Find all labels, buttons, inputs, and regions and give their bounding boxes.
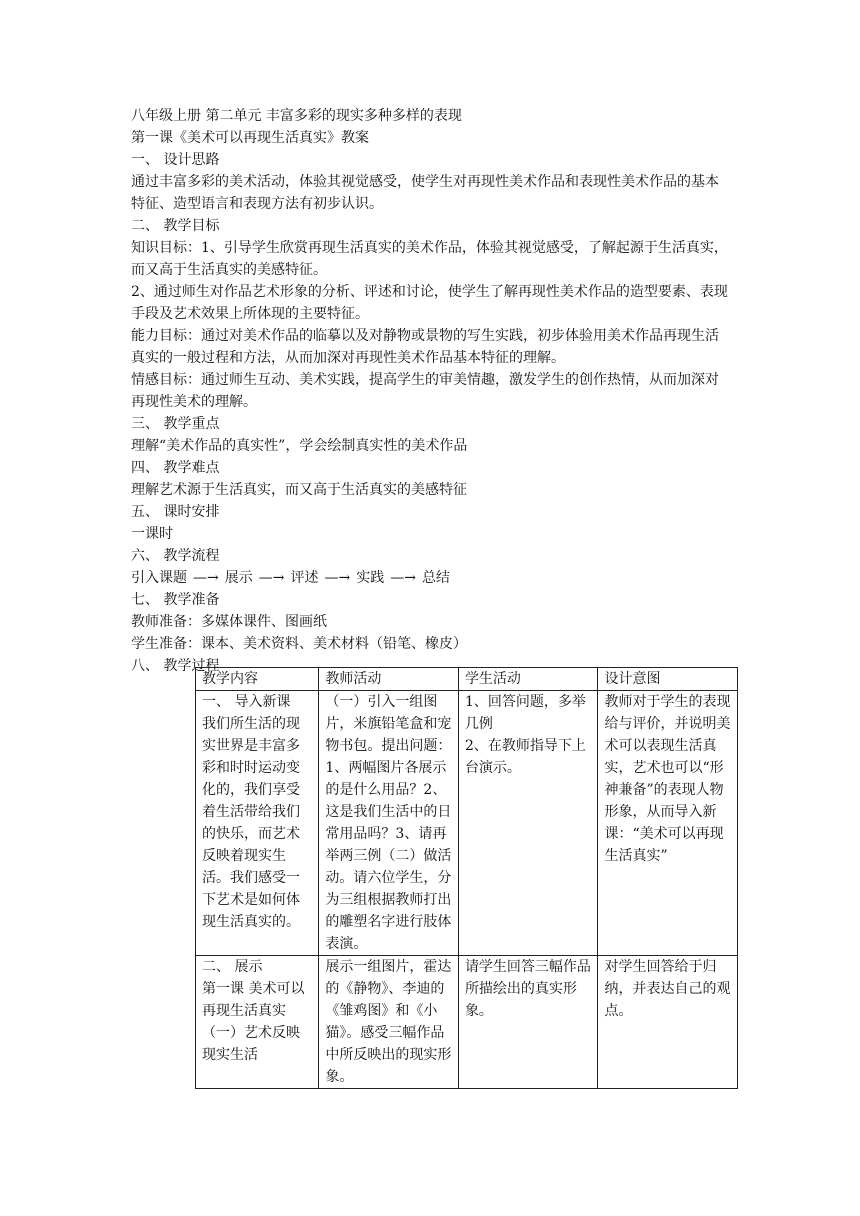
section-5-heading: 五、 课时安排	[131, 504, 220, 520]
flow-step-3: 评述	[290, 570, 319, 586]
row1-content-title: 一、 导入新课	[202, 694, 291, 710]
section-2-heading: 二、 教学目标	[131, 218, 220, 234]
flow-arrow-icon: —→	[390, 570, 416, 586]
cell-student: 请学生回答三幅作品所描绘出的真实形象。	[458, 956, 598, 1089]
table-header-row	[196, 668, 738, 691]
ability-goal: 能力目标：通过对美术作品的临摹以及对静物或景物的写生实践，初步体验用美术作品再现生活真实的一般过程和方法，从而加深对再现性美术作品基本特征的理解。	[131, 328, 719, 366]
emotion-goal: 情感目标：通过师生互动、美术实践，提高学生的审美情趣，激发学生的创作热情，从而加深对再现性美术的理解。	[131, 372, 719, 410]
knowledge-goal-2: 2、通过师生对作品艺术形象的分析、评述和讨论，使学生了解再现性美术作品的造型要素、表现手段及艺术效果上所体现的主要特征。	[131, 284, 728, 322]
section-4-heading: 四、 教学难点	[131, 460, 220, 476]
section-3-text: 理解“美术作品的真实性”，学会绘制真实性的美术作品	[131, 438, 468, 454]
cell-intent: 对学生回答给于归纳，并表达自己的观点。	[598, 956, 738, 1089]
header-content: 教学内容	[196, 668, 319, 691]
teaching-flow	[131, 567, 731, 589]
student-preparation: 学生准备：课本、美术资料、美术材料（铅笔、橡皮）	[131, 636, 467, 652]
cell-teacher: 展示一组图片，霍达的《静物》、李迪的《雏鸡图》和《小猫》。感受三幅作品中所反映出的现实形象。	[319, 956, 459, 1089]
teaching-process-table	[195, 667, 738, 1089]
cell-content	[196, 691, 319, 956]
doc-title-line-2: 第一课《美术可以再现生活真实》教案	[131, 130, 369, 146]
cell-content	[196, 956, 319, 1089]
cell-teacher: （一）引入一组图片，米旗铅笔盒和宠物书包。提出问题：1、两幅图片各展示的是什么用品？2、这是我们生活中的日常用品吗？3、请再举两三例（二）做活动。请六位学生，分为三组根据教师打出的雕塑名字进行肢体表演。	[319, 691, 459, 956]
header-intent: 设计意图	[598, 668, 738, 691]
header-teacher: 教师活动	[319, 668, 459, 691]
section-7-heading: 七、 教学准备	[131, 592, 220, 608]
section-4-text: 理解艺术源于生活真实，而又高于生活真实的美感特征	[131, 482, 467, 498]
section-6-heading: 六、 教学流程	[131, 548, 220, 564]
flow-arrow-icon: —→	[258, 570, 285, 586]
row1-student-1: 1、回答问题，多举几例	[464, 694, 586, 732]
section-5-text: 一课时	[131, 526, 173, 542]
row1-student-2: 2、在教师指导下上台演示。	[464, 738, 586, 776]
cell-student	[458, 691, 598, 956]
flow-arrow-icon: —→	[324, 570, 351, 586]
section-3-heading: 三、 教学重点	[131, 416, 220, 432]
flow-step-4: 实践	[356, 570, 385, 586]
table-row	[196, 956, 738, 1089]
section-1-text: 通过丰富多彩的美术活动，体验其视觉感受，使学生对再现性美术作品和表现性美术作品的基本特征、造型语言和表现方法有初步认识。	[131, 174, 719, 212]
row1-content-text: 我们所生活的现实世界是丰富多彩和时时运动变化的，我们享受着生活带给我们的快乐，而艺术反映着现实生活。我们感受一下艺术是如何体现生活真实的。	[202, 716, 300, 930]
header-student: 学生活动	[458, 668, 598, 691]
flow-step-2: 展示	[224, 570, 253, 586]
section-1-heading: 一、 设计思路	[131, 152, 220, 168]
flow-arrow-icon: —→	[193, 570, 219, 586]
flow-step-5: 总结	[421, 570, 450, 586]
table-row	[196, 691, 738, 956]
document-body	[131, 105, 731, 677]
knowledge-goal: 知识目标：1、引导学生欣赏再现生活真实的美术作品，体验其视觉感受，了解起源于生活真实，而又高于生活真实的美感特征。	[131, 240, 728, 278]
flow-step-1: 引入课题	[131, 570, 187, 586]
row2-content-title: 二、 展示	[202, 959, 263, 975]
teacher-preparation: 教师准备：多媒体课件、图画纸	[131, 614, 327, 630]
section-8-heading: 八、 教学过程	[131, 658, 220, 674]
doc-title-line-1: 八年级上册 第二单元 丰富多彩的现实多种多样的表现	[131, 108, 462, 124]
cell-intent: 教师对于学生的表现给与评价，并说明美术可以表现生活真实，艺术也可以“形神兼备”的表现人物形象，从而导入新课：“美术可以再现生活真实”	[598, 691, 738, 956]
row2-content-text: 第一课 美术可以再现生活真实（一）艺术反映现实生活	[202, 981, 305, 1063]
